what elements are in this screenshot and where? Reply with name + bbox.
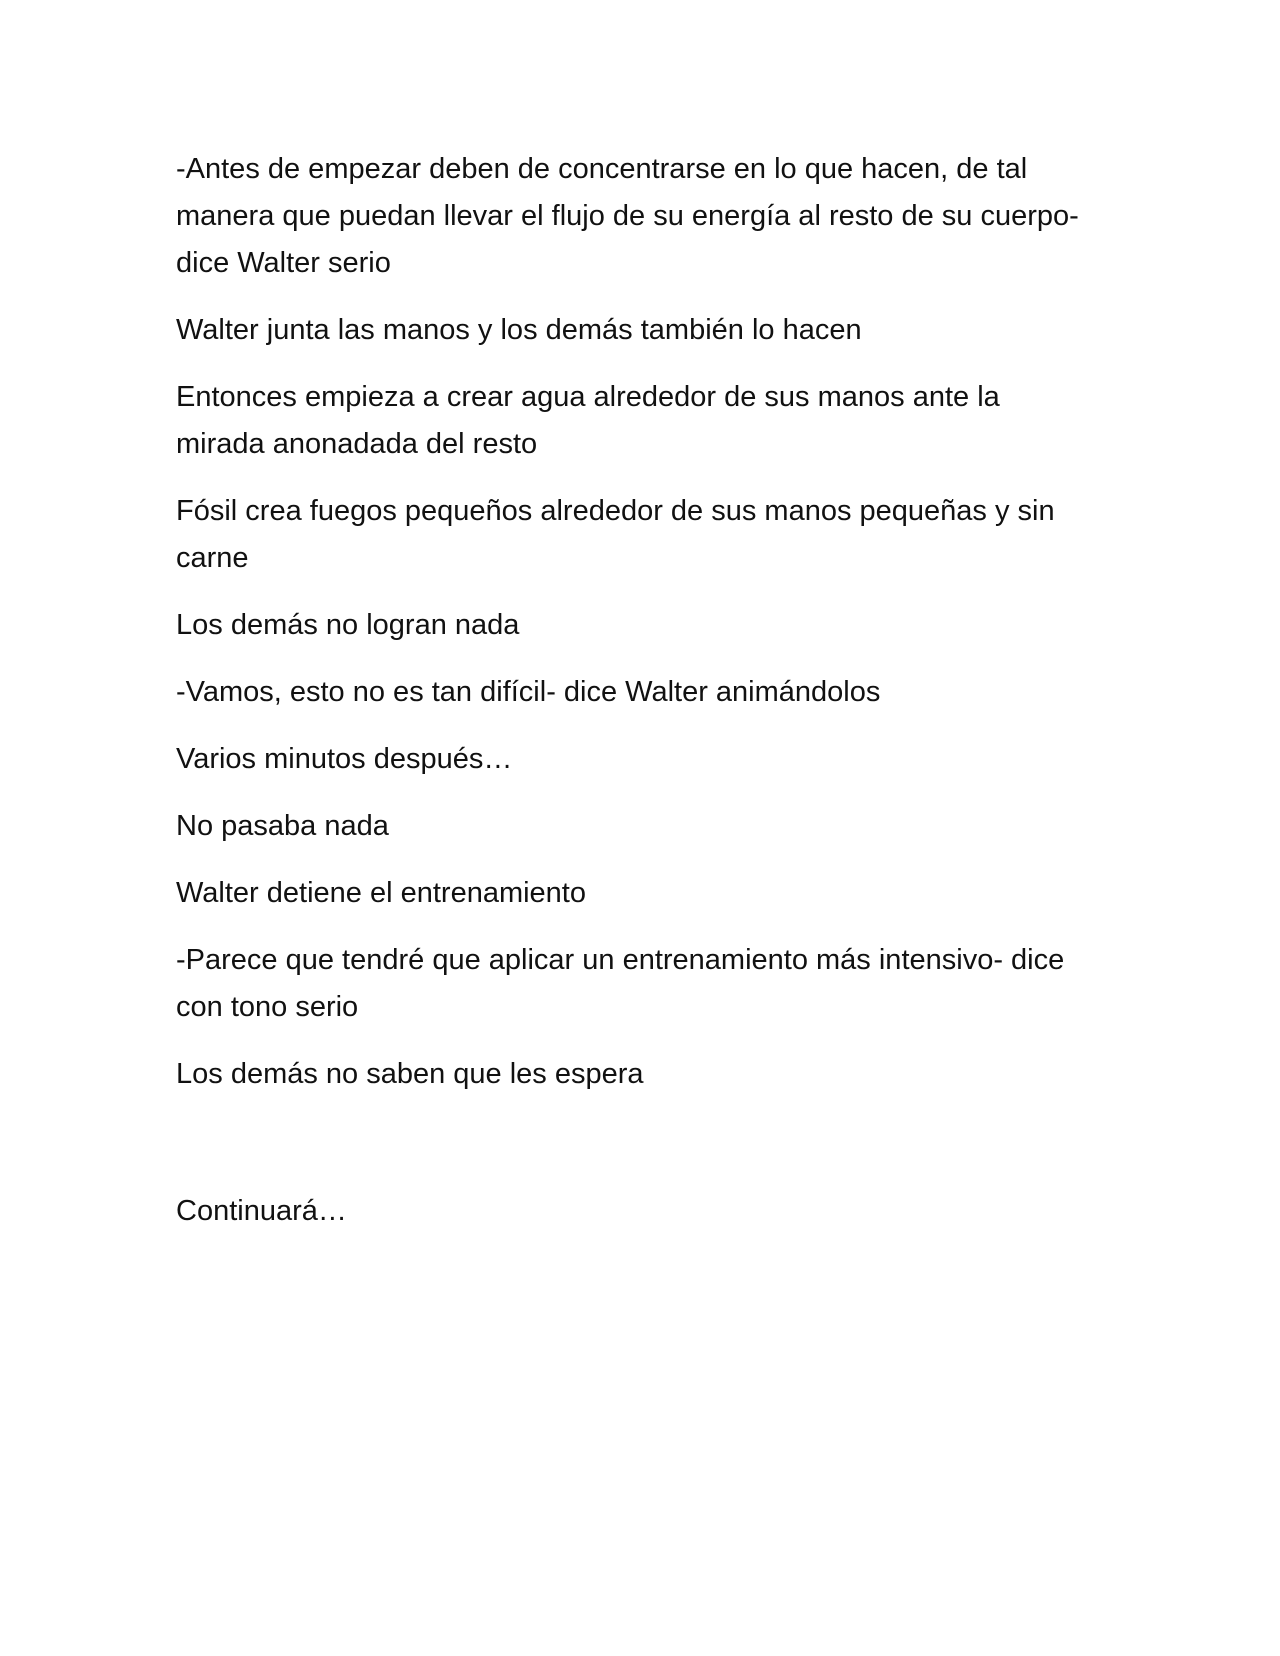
paragraph: Los demás no saben que les espera	[176, 1058, 644, 1090]
document-body	[176, 146, 1096, 1255]
closing-line: Continuará…	[176, 1195, 347, 1227]
paragraph: No pasaba nada	[176, 810, 389, 842]
paragraph: Los demás no logran nada	[176, 609, 520, 641]
blank-line	[176, 1118, 1096, 1188]
paragraph: Varios minutos después…	[176, 743, 513, 775]
paragraph: -Antes de empezar deben de concentrarse en lo que hacen, de tal manera que puedan llevar el flujo de su energía al resto de su cuerpo- dice Walter serio	[176, 153, 1079, 279]
paragraph: Walter junta las manos y los demás también lo hacen	[176, 314, 862, 346]
paragraph: -Vamos, esto no es tan difícil- dice Walter animándolos	[176, 676, 881, 708]
paragraph: Fósil crea fuegos pequeños alrededor de sus manos pequeñas y sin carne	[176, 495, 1055, 574]
paragraph: -Parece que tendré que aplicar un entrenamiento más intensivo- dice con tono serio	[176, 944, 1065, 1023]
paragraph: Entonces empieza a crear agua alrededor de sus manos ante la mirada anonadada del resto	[176, 381, 1000, 460]
paragraph: Walter detiene el entrenamiento	[176, 877, 586, 909]
